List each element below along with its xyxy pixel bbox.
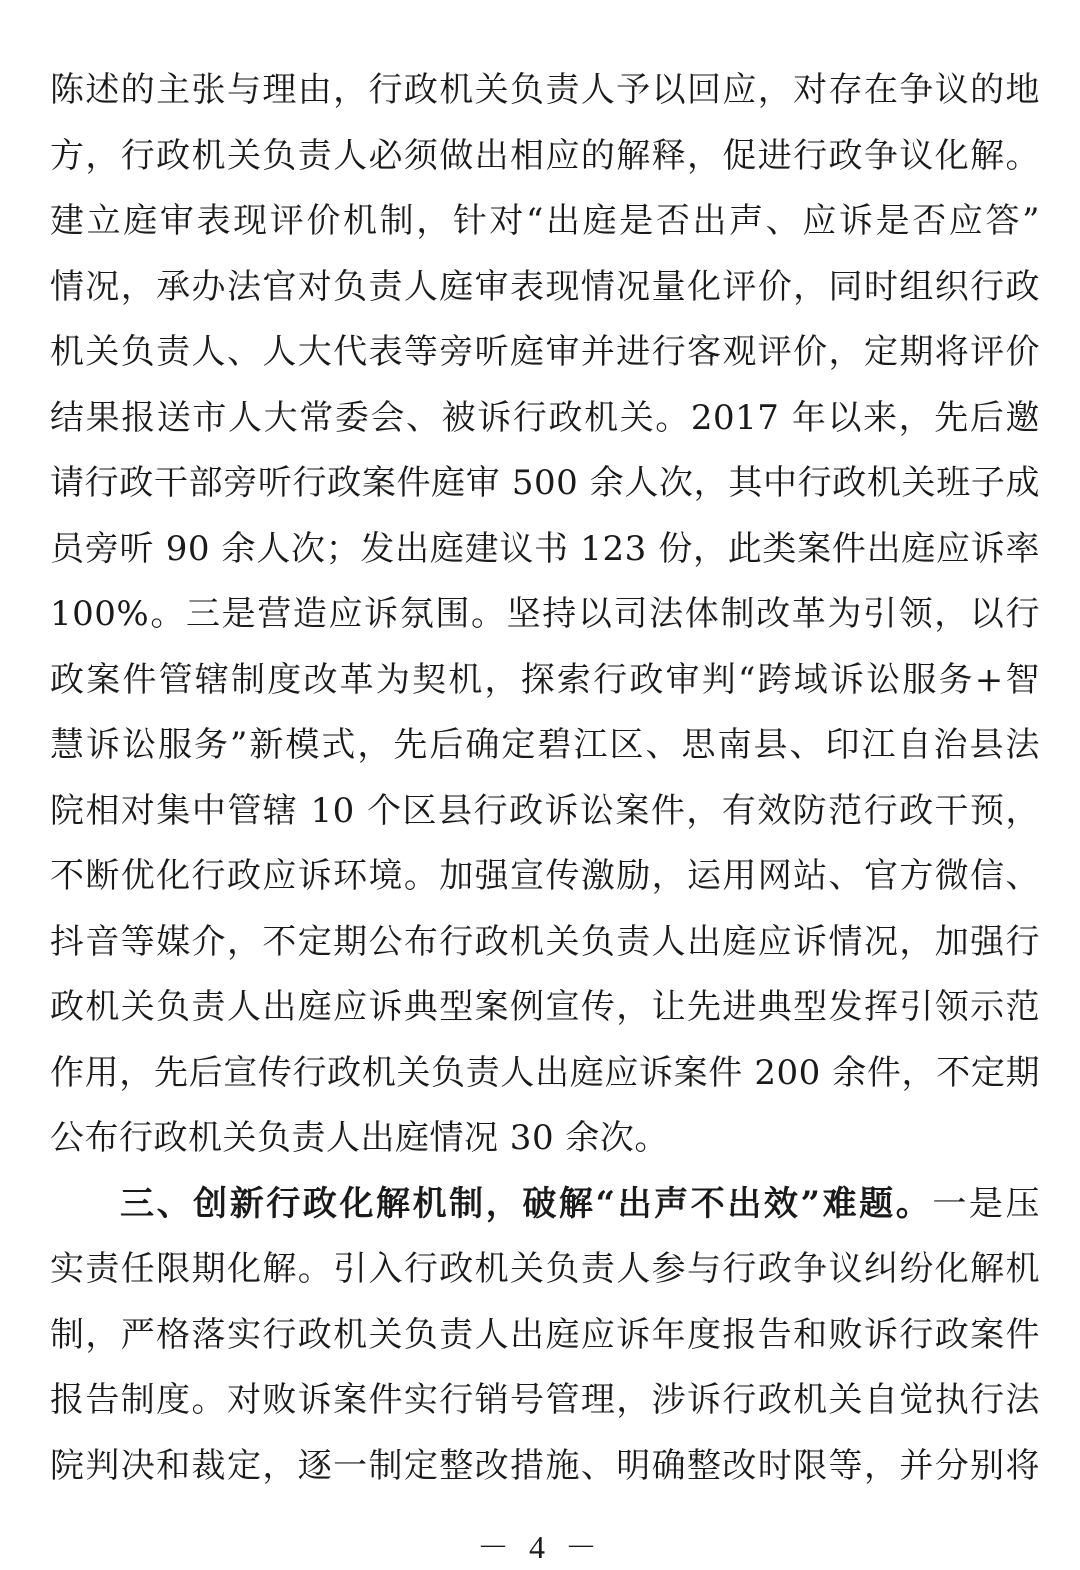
text-line: 制，严格落实行政机关负责人出庭应诉年度报告和败诉行政案件 xyxy=(50,1314,1040,1355)
text-line: 公布行政机关负责人出庭情况 30 余次。 xyxy=(50,1118,669,1158)
section-heading-line xyxy=(50,1172,1040,1238)
text-line: 100%。三是营造应诉氛围。坚持以司法体制改革为引领，以行 xyxy=(50,594,1040,634)
text-line: 慧诉讼服务”新模式，先后确定碧江区、思南县、印江自治县法 xyxy=(50,725,1040,765)
text-line: 作用，先后宣传行政机关负责人出庭应诉案件 200 余件，不定期 xyxy=(50,1052,1040,1093)
text-line: 机关负责人、人大代表等旁听庭审并进行客观评价，定期将评价 xyxy=(50,332,1040,372)
text-line: 政机关负责人出庭应诉典型案例宣传，让先进典型发挥引领示范 xyxy=(50,987,1040,1027)
text-line: 陈述的主张与理由，行政机关负责人予以回应，对存在争议的地 xyxy=(50,70,1040,110)
text-line: 抖音等媒介，不定期公布行政机关负责人出庭应诉情况，加强行 xyxy=(50,921,1040,962)
text-line: 请行政干部旁听行政案件庭审 500 余人次，其中行政机关班子成 xyxy=(50,463,1040,503)
section-heading: 三、创新行政化解机制，破解“出声不出效”难题。 xyxy=(120,1183,933,1224)
text-line: 报告制度。对败诉案件实行销号管理，涉诉行政机关自觉执行法 xyxy=(50,1380,1040,1420)
text-line: 建立庭审表现评价机制，针对“出庭是否出声、应诉是否应答” xyxy=(50,201,1040,241)
text-line: 院相对集中管辖 10 个区县行政诉讼案件，有效防范行政干预， xyxy=(50,790,1040,831)
text-line: 方，行政机关负责人必须做出相应的解释，促进行政争议化解。 xyxy=(50,135,1040,176)
body-text xyxy=(50,58,1040,1499)
page-number: － 4 － xyxy=(476,1529,603,1565)
text-line: 实责任限期化解。引入行政机关负责人参与行政争议纠纷化解机 xyxy=(50,1249,1040,1289)
text-line: 员旁听 90 余人次；发出庭建议书 123 份，此类案件出庭应诉率 xyxy=(50,528,1040,569)
text-line: 政案件管辖制度改革为契机，探索行政审判“跨域诉讼服务+智 xyxy=(50,659,1040,700)
text-line: 院判决和裁定，逐一制定整改措施、明确整改时限等，并分别将 xyxy=(50,1445,1040,1486)
section-heading-tail: 一是压 xyxy=(932,1183,1040,1224)
text-line: 结果报送市人大常委会、被诉行政机关。2017 年以来，先后邀 xyxy=(50,397,1040,438)
text-line: 不断优化行政应诉环境。加强宣传激励，运用网站、官方微信、 xyxy=(50,856,1040,896)
text-line: 情况，承办法官对负责人庭审表现情况量化评价，同时组织行政 xyxy=(50,266,1040,307)
